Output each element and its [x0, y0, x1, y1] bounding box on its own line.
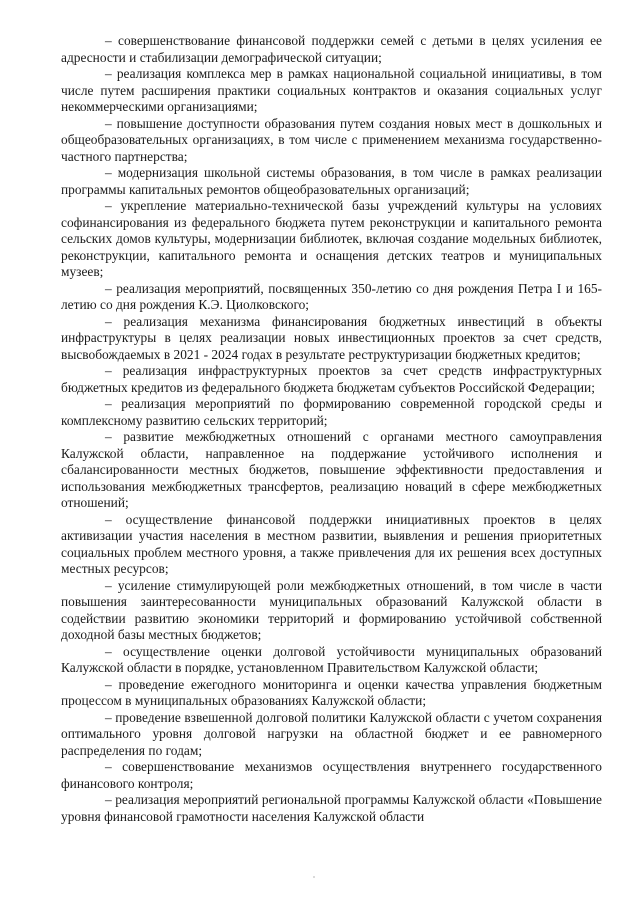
paragraph: – модернизация школьной системы образования, в том числе в рамках реализации программы капитальных ремонтов общеобразовательных организаций;: [61, 165, 602, 197]
paragraph: – осуществление оценки долговой устойчивости муниципальных образований Калужской области в порядке, установленном Правительством Калужской области;: [61, 643, 602, 675]
paragraph: – реализация мероприятий региональной программы Калужской области «Повышение уровня финансовой грамотности населения Калужской области: [61, 792, 602, 824]
paragraph: – реализация мероприятий по формированию современной городской среды и комплексному развитию сельских территорий;: [61, 396, 602, 428]
paragraph: – проведение взвешенной долговой политики Калужской области с учетом сохранения оптимального уровня долговой нагрузки на областной бюджет и ее равномерного распределения по годам;: [61, 709, 602, 758]
paragraph: – реализация мероприятий, посвященных 350-летию со дня рождения Петра I и 165-летию со дня рождения К.Э. Циолковского;: [61, 280, 602, 312]
document-body: [61, 33, 602, 825]
scan-speck: [313, 876, 315, 878]
paragraph: – усиление стимулирующей роли межбюджетных отношений, в том числе в части повышения заинтересованности муниципальных образований Калужской области в содействии развитию экономики территорий и формированию устойчивой собственной доходной базы местных бюджетов;: [61, 577, 602, 642]
paragraph: – проведение ежегодного мониторинга и оценки качества управления бюджетным процессом в муниципальных образованиях Калужской области;: [61, 676, 602, 708]
paragraph: – совершенствование механизмов осуществления внутреннего государственного финансового контроля;: [61, 759, 602, 791]
paragraph: – реализация инфраструктурных проектов за счет средств инфраструктурных бюджетных кредитов из федерального бюджета бюджетам субъектов Российской Федерации;: [61, 363, 602, 395]
paragraph: – укрепление материально-технической базы учреждений культуры на условиях софинансирования из федерального бюджета путем реконструкции и капитального ремонта сельских домов культуры, модернизации библиотек, включая создание модельных библиотек, реконструкции, капитального ремонта и оснащения детских театров и муниципальных музеев;: [61, 198, 602, 279]
paragraph: – реализация механизма финансирования бюджетных инвестиций в объекты инфраструктуры в целях реализации новых инвестиционных проектов за счет средств, высвобождаемых в 2021 - 2024 годах в результате реструктуризации бюджетных кредитов;: [61, 313, 602, 362]
paragraph: – реализация комплекса мер в рамках национальной социальной инициативы, в том числе путем расширения практики социальных контрактов и оказания социальных услуг некоммерческими организациями;: [61, 66, 602, 114]
paragraph: – развитие межбюджетных отношений с органами местного самоуправления Калужской области, направленное на поддержание устойчивого исполнения и сбалансированности местных бюджетов, повышение эффективности предоставления и использования межбюджетных трансфертов, реализацию новаций в сфере межбюджетных отношений;: [61, 429, 602, 510]
paragraph: – совершенствование финансовой поддержки семей с детьми в целях усиления ее адресности и стабилизации демографической ситуации;: [61, 33, 602, 65]
paragraph: – осуществление финансовой поддержки инициативных проектов в целях активизации участия населения в местном развитии, выявления и решения приоритетных социальных проблем местного уровня, а также привлечения для их решения всех доступных местных ресурсов;: [61, 511, 602, 576]
paragraph: – повышение доступности образования путем создания новых мест в дошкольных и общеобразовательных организациях, в том числе с применением механизма государственно-частного партнерства;: [61, 115, 602, 164]
